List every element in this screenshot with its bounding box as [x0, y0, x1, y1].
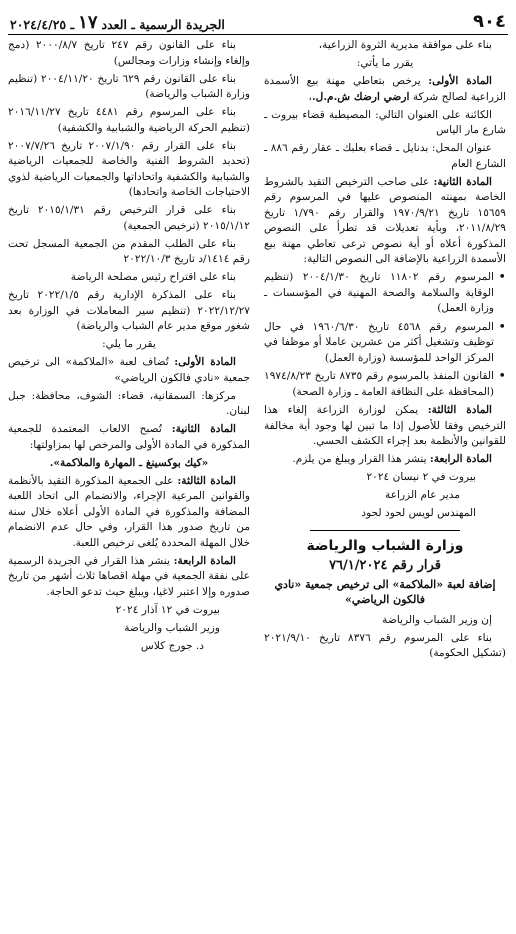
list-item: • المرسوم رقم ١١٨٠٢ تاريخ ٢٠٠٤/١/٣٠ (تنظيم الوقاية والسلامة والصحة المهنية في المؤسسات ـ وزارة العمل): [264, 270, 506, 317]
ministry-heading: وزارة الشباب والرياضة: [306, 537, 464, 554]
company-name: ارضي ارضك ش.م.ل.: [311, 90, 410, 103]
paragraph: بناء على القرار رقم ٢٠٠٧/١/٩٠ تاريخ ٢٠٠٧/٧/٢٦ (تحديد الشروط الفنية والخاصة للجمعيات الرياضية والشبابية والكشفية واتحاداتها والجمعيات الرياضية لذوي الاحتياجات الخاصة واتحادها): [8, 139, 250, 198]
article-label: المادة الثالثة:: [177, 474, 236, 487]
paragraph: عنوان المحل: بدنايل ـ قضاء بعلبك ـ عقار رقم ٨٨٦ ـ الشارع العام: [264, 142, 506, 170]
signoff-name: المهندس لويس لحود لحود: [361, 507, 476, 519]
article-2: المادة الثانية: تُصبح الالعاب المعتمدة للجمعية المذكورة في المادة الأولى والمرخص لها بمزاولتها:: [8, 423, 250, 451]
paragraph: بناء على القانون رقم ٦٢٩ تاريخ ٢٠٠٤/١١/٢٠ (تنظيم وزارة الشباب والرياضة): [8, 72, 250, 100]
right-column: [264, 38, 508, 664]
issue-number: ١٧: [78, 12, 98, 33]
signoff-title: وزير الشباب والرياضة: [124, 621, 220, 634]
decree-number: قرار رقم ٧٦/١/٢٠٢٤: [329, 558, 441, 573]
signoff-date: بيروت في ٢ نيسان ٢٠٢٤: [366, 471, 476, 483]
left-column: [8, 38, 250, 664]
list-item: • المرسوم رقم ٤٥٦٨ تاريخ ١٩٦٠/٦/٣٠ في حال توظيف وتشغيل أكثر من عشرين عاملا أو موظفا في المركز الواحد للمؤسسة (وزارة العمل): [264, 320, 506, 367]
article-label: المادة الأولى:: [174, 356, 236, 368]
article-4: المادة الرابعة: ينشر هذا القرار في الجريدة الرسمية على نفقة الجمعية في مهلة اقصاها ثلاث أشهر من تاريخ صدوره وإلا اعتبر لاغيا، ويبلغ حيث تدعو الحاجة.: [8, 554, 250, 598]
signoff-name: د. جورج كلاس: [140, 639, 204, 652]
sports-list: «كيك بوكسينغ ـ المهارة والملاكمة».: [49, 456, 209, 469]
publication-name: الجريدة الرسمية ـ العدد: [101, 17, 225, 32]
decides-line: يقرر ما يلي:: [102, 338, 156, 350]
page-header: [8, 6, 508, 35]
running-header: [10, 14, 225, 32]
list-item: • القانون المنفذ بالمرسوم رقم ٨٧٣٥ تاريخ ١٩٧٤/٨/٢٣ (المحافظة على النظافة العامة ـ وزارة الصحة): [264, 369, 506, 400]
article-label: المادة الأولى:: [428, 75, 492, 87]
paragraph: بناء على القانون رقم ٢٤٧ تاريخ ٢٠٠٠/٨/٧ (دمج وإلغاء وإنشاء وزارات ومجالس): [8, 39, 250, 67]
paragraph: بناء على المرسوم رقم ٤٤٨١ تاريخ ٢٠١٦/١١/٢٧ (تنظيم الحركة الرياضية والشبابية والكشفية): [8, 106, 250, 134]
article-label: المادة الثالثة:: [427, 404, 492, 416]
paragraph: بناء على قرار الترخيص رقم ٢٠١٥/١/٣١ تاريخ ٢٠١٥/١/١٢ (ترخيص الجمعية): [8, 204, 250, 232]
signoff-date: بيروت في ١٢ آذار ٢٠٢٤: [115, 603, 220, 616]
paragraph: مركزها: السمقانية، قضاء: الشوف، محافظة: جبل لبنان.: [8, 389, 250, 417]
paragraph: بناء على المذكرة الإدارية رقم ٢٠٢٢/١/٥ تاريخ ٢٠٢٢/١٢/٢٧ (تنظيم سير المعاملات في الوزارة بعد شغور موقع مدير عام الشباب والرياضة): [8, 289, 250, 332]
paragraph: بناء على موافقة مديرية الثروة الزراعية،: [318, 39, 492, 51]
columns: [8, 38, 508, 664]
article-3: المادة الثالثة: يمكن لوزارة الزراعة إلغاء هذا الترخيص وفقا للأصول إذا ما تبين لها وجود أية مخالفة للقوانين والأنظمة بعد إجراء الكشف الحسي.: [264, 404, 506, 447]
section-divider: [310, 530, 460, 531]
article-label: المادة الرابعة:: [173, 554, 237, 567]
paragraph: الكائنة على العنوان التالي: المصيطبة قضاء بيروت ـ شارع مار الياس: [264, 108, 506, 136]
article-label: المادة الثانية:: [171, 423, 236, 435]
page-number: ٩٠٤: [473, 11, 506, 32]
article-4: المادة الرابعة: ينشر هذا القرار ويبلغ من يلزم.: [292, 453, 492, 465]
article-label: المادة الثانية:: [433, 175, 492, 188]
article-2: المادة الثانية: على صاحب الترخيص التقيد بالشروط الخاصة بمهنته المنصوص عليها في المرسوم رقم ١٥٦٥٩ تاريخ ١٩٧٠/٩/٢١ والقرار رقم ١/٧٩٠ تاريخ ٢٠١١/٨/٢٩، وبأية تعديلات قد تطرأ على النصوص المذكورة أعلاه أو أية نصوص ترعى تعاطي مهنة بيع الأسمدة الزراعية بالإضافة الى النصوص التالية:: [264, 175, 506, 265]
article-3: المادة الثالثة: على الجمعية المذكورة التقيد بالأنظمة والقوانين المرعية الإجراء، والانضمام الى اتحاد اللعبة المضافة والمذكورة في المادة الأولى أعلاه خلال سنة من تاريخ صدور هذا القرار، وفي حال عدم الانضمام خلال المهلة المحددة يُلغى ترخيص اللعبة.: [8, 474, 250, 549]
article-label: المادة الرابعة:: [429, 453, 492, 465]
paragraph: بناء على اقتراح رئيس مصلحة الرياضة: [70, 271, 236, 283]
paragraph: بناء على الطلب المقدم من الجمعية المسجل تحت رقم ١٤١٤/د تاريخ ٢٠٢٢/١٠/٣: [8, 237, 250, 265]
issue-date: ـ ٢٠٢٤/٤/٢٥: [10, 17, 75, 32]
decree-subject: إضافة لعبة «الملاكمة» الى ترخيص جمعية «نادي فالكون الرياضي»: [274, 577, 496, 606]
decides-line: يقرر ما يأتي:: [356, 57, 414, 69]
article-1: المادة الأولى: تُضاف لعبة «الملاكمة» الى ترخيص جمعية «نادي فالكون الرياضي»: [8, 356, 250, 384]
signoff-title: مدير عام الزراعة: [385, 489, 460, 501]
paragraph: بناء على المرسوم رقم ٨٣٧٦ تاريخ ٢٠٢١/٩/١٠ (تشكيل الحكومة): [264, 631, 506, 659]
regulations-list: [264, 270, 506, 400]
paragraph: إن وزير الشباب والرياضة: [382, 613, 492, 626]
article-1: المادة الأولى: يرخص بتعاطي مهنة بيع الأسمدة الزراعية لصالح شركة ارضي ارضك ش.م.ل.،: [264, 75, 506, 103]
